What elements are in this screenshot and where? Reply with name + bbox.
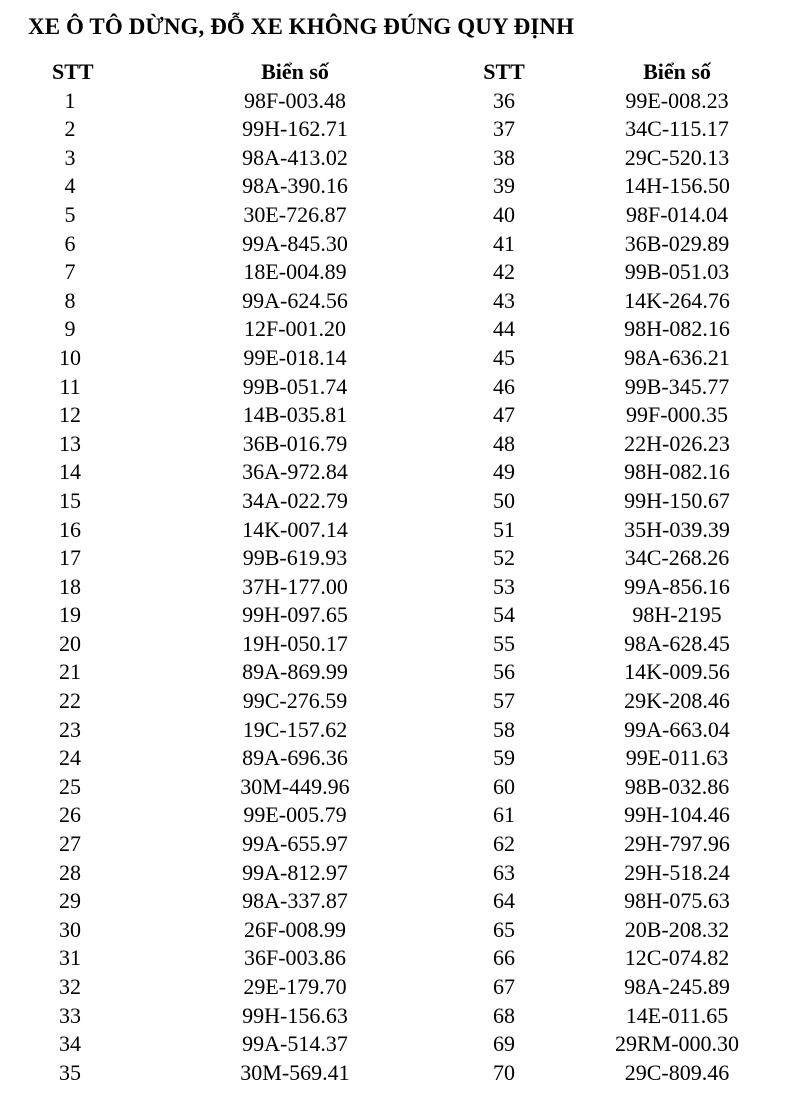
table-row (0, 230, 796, 259)
stt-cell-right: 61 (493, 802, 515, 828)
stt-cell-right: 64 (493, 888, 515, 914)
table-row (0, 373, 796, 402)
stt-header-right: STT (483, 59, 525, 84)
table-row (0, 516, 796, 545)
plate-cell-right: 29H-518.24 (624, 859, 730, 885)
stt-cell-left: 11 (59, 373, 81, 399)
table-row (0, 144, 796, 173)
plate-cell-right: 99A-663.04 (624, 716, 730, 742)
plate-cell-left: 99H-162.71 (242, 116, 348, 142)
plate-cell-right: 99F-000.35 (625, 402, 729, 428)
plate-cell-right: 29C-520.13 (624, 144, 730, 170)
plate-cell-left: 99B-619.93 (242, 545, 348, 571)
stt-cell-right: 70 (493, 1059, 515, 1085)
stt-cell-right: 59 (493, 745, 515, 771)
stt-cell-right: 49 (493, 459, 515, 485)
table-row (0, 430, 796, 459)
stt-cell-right: 69 (493, 1031, 515, 1057)
plate-cell-right: 98H-2195 (632, 602, 722, 628)
stt-cell-right: 44 (493, 316, 515, 342)
table-row (0, 859, 796, 888)
table-row (0, 601, 796, 630)
table-row (0, 544, 796, 573)
plate-cell-right: 22H-026.23 (624, 430, 730, 456)
stt-cell-right: 48 (493, 430, 515, 456)
table-row (0, 687, 796, 716)
plate-cell-left: 99E-018.14 (243, 344, 347, 370)
table-row (0, 287, 796, 316)
stt-cell-right: 68 (493, 1002, 515, 1028)
stt-cell-left: 1 (64, 87, 76, 113)
table-row (0, 115, 796, 144)
plate-cell-left: 30M-449.96 (240, 773, 350, 799)
plate-cell-right: 14K-009.56 (624, 659, 730, 685)
plate-cell-right: 99A-856.16 (624, 573, 730, 599)
stt-cell-left: 6 (64, 230, 76, 256)
stt-cell-left: 14 (59, 459, 81, 485)
plate-cell-left: 36A-972.84 (242, 459, 348, 485)
plate-cell-left: 89A-869.99 (242, 659, 348, 685)
stt-cell-right: 52 (493, 545, 515, 571)
table-row (0, 744, 796, 773)
stt-cell-right: 65 (493, 916, 515, 942)
stt-cell-right: 54 (493, 602, 515, 628)
stt-cell-right: 60 (493, 773, 515, 799)
stt-cell-right: 39 (493, 173, 515, 199)
table-row (0, 1002, 796, 1031)
plate-cell-left: 99H-097.65 (242, 602, 348, 628)
stt-cell-left: 31 (59, 945, 81, 971)
table-row (0, 973, 796, 1002)
stt-cell-right: 51 (493, 516, 515, 542)
stt-cell-left: 9 (64, 316, 76, 342)
stt-cell-right: 67 (493, 974, 515, 999)
plate-cell-right: 99H-104.46 (624, 802, 730, 828)
plate-cell-left: 36F-003.86 (243, 945, 347, 971)
stt-cell-left: 12 (59, 402, 81, 428)
table-row (0, 344, 796, 373)
table-row (0, 887, 796, 916)
plate-cell-right: 98A-628.45 (624, 630, 730, 656)
plate-cell-left: 99H-156.63 (242, 1002, 348, 1028)
plate-cell-left: 99A-514.37 (242, 1031, 348, 1057)
stt-header-left: STT (52, 59, 94, 84)
stt-cell-left: 8 (64, 287, 76, 313)
plate-cell-left: 89A-696.36 (242, 745, 348, 771)
table-row (0, 658, 796, 687)
stt-cell-right: 45 (493, 344, 515, 370)
table-header-row (0, 58, 796, 87)
table-row (0, 1059, 796, 1088)
plate-cell-left: 29E-179.70 (243, 974, 347, 999)
plate-cell-right: 20B-208.32 (624, 916, 730, 942)
stt-cell-left: 32 (59, 974, 81, 999)
stt-cell-left: 17 (59, 545, 81, 571)
plate-cell-right: 36B-029.89 (624, 230, 730, 256)
stt-cell-right: 43 (493, 287, 515, 313)
stt-cell-left: 21 (59, 659, 81, 685)
stt-cell-left: 3 (64, 144, 76, 170)
stt-cell-left: 24 (59, 745, 81, 771)
plate-cell-right: 98A-636.21 (624, 344, 730, 370)
plate-cell-left: 37H-177.00 (242, 573, 348, 599)
stt-cell-left: 16 (59, 516, 81, 542)
plate-cell-left: 98A-390.16 (242, 173, 348, 199)
plate-cell-left: 99A-812.97 (242, 859, 348, 885)
plate-cell-right: 98F-014.04 (625, 201, 729, 227)
table-row (0, 401, 796, 430)
stt-cell-right: 37 (493, 116, 515, 142)
table-row (0, 87, 796, 116)
plate-cell-right: 98B-032.86 (624, 773, 730, 799)
stt-cell-right: 53 (493, 573, 515, 599)
stt-cell-right: 42 (493, 259, 515, 285)
plate-cell-right: 29C-809.46 (624, 1059, 730, 1085)
stt-cell-right: 47 (493, 402, 515, 428)
plate-cell-right: 99H-150.67 (624, 487, 730, 513)
plate-cell-right: 29H-797.96 (624, 831, 730, 857)
stt-cell-left: 33 (59, 1002, 81, 1028)
plate-cell-left: 99E-005.79 (243, 802, 347, 828)
plate-cell-left: 99A-655.97 (242, 831, 348, 857)
stt-cell-right: 50 (493, 487, 515, 513)
plate-header-left: Biển số (261, 59, 329, 84)
plate-cell-right: 98H-082.16 (624, 316, 730, 342)
table-row (0, 773, 796, 802)
plate-cell-right: 99E-011.63 (625, 745, 729, 771)
plate-cell-left: 99B-051.74 (242, 373, 348, 399)
plate-cell-left: 12F-001.20 (243, 316, 347, 342)
stt-cell-left: 25 (59, 773, 81, 799)
stt-cell-right: 56 (493, 659, 515, 685)
plate-cell-left: 34A-022.79 (242, 487, 348, 513)
plate-cell-left: 14K-007.14 (242, 516, 348, 542)
stt-cell-left: 5 (64, 201, 76, 227)
stt-cell-left: 19 (59, 602, 81, 628)
table-row (0, 801, 796, 830)
plate-header-right: Biển số (643, 59, 711, 84)
plate-cell-right: 34C-115.17 (625, 116, 729, 142)
table-row (0, 315, 796, 344)
plate-cell-left: 98A-413.02 (242, 144, 348, 170)
plate-cell-left: 19C-157.62 (242, 716, 348, 742)
stt-cell-left: 35 (59, 1059, 81, 1085)
table-row (0, 916, 796, 945)
table-row (0, 573, 796, 602)
plate-cell-left: 19H-050.17 (242, 630, 348, 656)
document-title: XE Ô TÔ DỪNG, ĐỖ XE KHÔNG ĐÚNG QUY ĐỊNH (28, 14, 575, 39)
plate-cell-right: 99B-051.03 (624, 259, 730, 285)
stt-cell-left: 30 (59, 916, 81, 942)
plate-cell-left: 98A-337.87 (242, 888, 348, 914)
plate-cell-right: 29K-208.46 (624, 688, 730, 714)
stt-cell-right: 36 (493, 87, 515, 113)
table-body (0, 87, 796, 1088)
plate-cell-right: 99B-345.77 (624, 373, 730, 399)
stt-cell-left: 23 (59, 716, 81, 742)
stt-cell-left: 18 (59, 573, 81, 599)
stt-cell-right: 46 (493, 373, 515, 399)
plate-cell-right: 98A-245.89 (624, 974, 730, 999)
plate-cell-left: 14B-035.81 (242, 402, 348, 428)
plate-cell-right: 98H-075.63 (624, 888, 730, 914)
stt-cell-left: 4 (64, 173, 76, 199)
plate-cell-left: 99A-845.30 (242, 230, 348, 256)
plate-cell-right: 99E-008.23 (625, 87, 729, 113)
plate-cell-left: 98F-003.48 (243, 87, 347, 113)
stt-cell-left: 29 (59, 888, 81, 914)
plate-cell-right: 14K-264.76 (624, 287, 730, 313)
plate-cell-left: 36B-016.79 (242, 430, 348, 456)
stt-cell-left: 28 (59, 859, 81, 885)
stt-cell-left: 22 (59, 688, 81, 714)
table-row (0, 944, 796, 973)
plate-cell-right: 14E-011.65 (625, 1002, 729, 1028)
plate-cell-right: 14H-156.50 (624, 173, 730, 199)
stt-cell-right: 55 (493, 630, 515, 656)
stt-cell-left: 2 (64, 116, 76, 142)
stt-cell-left: 7 (64, 259, 76, 285)
table-row (0, 258, 796, 287)
stt-cell-right: 66 (493, 945, 515, 971)
stt-cell-left: 15 (59, 487, 81, 513)
table-row (0, 716, 796, 745)
table-row (0, 172, 796, 201)
stt-cell-right: 41 (493, 230, 515, 256)
stt-cell-right: 38 (493, 144, 515, 170)
table-row (0, 201, 796, 230)
plate-cell-left: 99C-276.59 (242, 688, 348, 714)
plate-cell-left: 26F-008.99 (243, 916, 347, 942)
stt-cell-left: 34 (59, 1031, 81, 1057)
plate-cell-right: 35H-039.39 (624, 516, 730, 542)
stt-cell-right: 63 (493, 859, 515, 885)
plate-cell-left: 30E-726.87 (243, 201, 347, 227)
stt-cell-left: 26 (59, 802, 81, 828)
stt-cell-right: 58 (493, 716, 515, 742)
table-row (0, 830, 796, 859)
stt-cell-right: 62 (493, 831, 515, 857)
stt-cell-left: 10 (59, 344, 81, 370)
table-row (0, 458, 796, 487)
plate-cell-right: 34C-268.26 (624, 545, 730, 571)
license-plate-table (0, 58, 796, 1087)
stt-cell-right: 40 (493, 201, 515, 227)
stt-cell-left: 20 (59, 630, 81, 656)
table-row (0, 1030, 796, 1059)
table-row (0, 630, 796, 659)
plate-cell-right: 12C-074.82 (624, 945, 730, 971)
stt-cell-left: 27 (59, 831, 81, 857)
stt-cell-left: 13 (59, 430, 81, 456)
plate-cell-left: 30M-569.41 (240, 1059, 350, 1085)
plate-cell-left: 99A-624.56 (242, 287, 348, 313)
stt-cell-right: 57 (493, 688, 515, 714)
plate-cell-right: 98H-082.16 (624, 459, 730, 485)
table-row (0, 487, 796, 516)
plate-cell-left: 18E-004.89 (243, 259, 347, 285)
plate-cell-right: 29RM-000.30 (614, 1031, 740, 1057)
